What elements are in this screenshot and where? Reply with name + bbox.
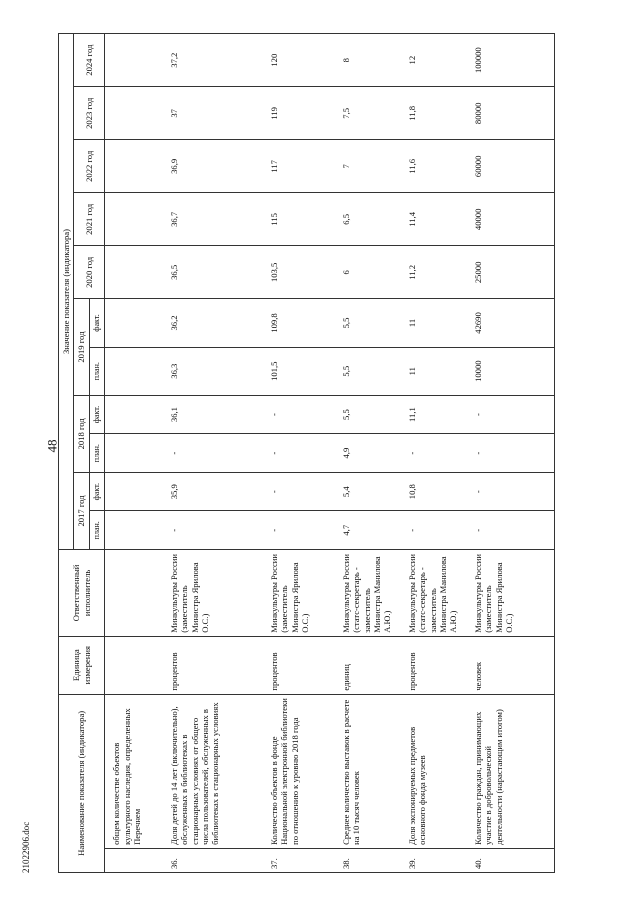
value-2024: 12 [401,34,467,87]
header-fact-2017: факт. [89,472,104,511]
header-name: Наименование показателя (индикатора) [59,694,105,872]
row-number: 40. [467,848,555,872]
row-number: 37. [263,848,335,872]
value-2017-fact: 10,8 [401,472,467,511]
value-2023: 11,8 [401,87,467,140]
header-fact-2018: факт. [89,395,104,434]
value-2018-plan: - [467,434,555,473]
header-plan-2017: план. [89,511,104,550]
value-2017-plan: - [401,511,467,550]
value-2020: 103,5 [263,246,335,299]
value-2018-fact: 11,1 [401,395,467,434]
responsible-cell: Минкультуры России (заместитель Министра Ярилова О.С.) [263,550,335,637]
value-2019-fact: 5,5 [335,299,401,347]
value-2019-plan: 101,5 [263,347,335,395]
value-2017-fact: - [263,472,335,511]
value-2017-plan: - [467,511,555,550]
value-2019-fact: 109,8 [263,299,335,347]
value-2019-fact: 36,2 [163,299,263,347]
header-year-2023: 2023 год [74,87,105,140]
value-2021: 6,5 [335,193,401,246]
value-2023: 7,5 [335,87,401,140]
unit-cell: процентов [163,636,263,694]
value-2019-plan: 5,5 [335,347,401,395]
value-2020: 25000 [467,246,555,299]
value-2024: 100000 [467,34,555,87]
value-2017-fact: 35,9 [163,472,263,511]
value-2018-fact: 5,5 [335,395,401,434]
header-year-2021: 2021 год [74,193,105,246]
header-values-group: Значение показателя (индикатора) [59,34,74,550]
row-number: 36. [163,848,263,872]
header-unit: Единица измерения [59,636,105,694]
value-2024: 120 [263,34,335,87]
value-2019-plan: 36,3 [163,347,263,395]
header-year-2022: 2022 год [74,140,105,193]
responsible-cell: Минкультуры России (статс-секретарь - заместитель Министра Манилова А.Ю.) [335,550,401,637]
value-2019-plan: 11 [401,347,467,395]
value-2022: 60000 [467,140,555,193]
indicator-name: Количество граждан, принимающих участие в добровольческой деятельности (нарастающим итогом) [467,694,555,848]
value-2019-fact: 11 [401,299,467,347]
value-2022: 7 [335,140,401,193]
value-2017-fact: - [467,472,555,511]
value-2018-fact: - [467,395,555,434]
responsible-cell [105,550,163,637]
responsible-cell: Минкультуры России (заместитель Министра Ярилова О.С.) [163,550,263,637]
header-plan-2019: план. [89,347,104,395]
unit-cell: процентов [263,636,335,694]
document-footer: 21022906.doc [21,821,31,873]
value-2023: 80000 [467,87,555,140]
responsible-cell: Минкультуры России (заместитель Министра Ярилова О.С.) [467,550,555,637]
value-2022: 117 [263,140,335,193]
table-row [401,34,467,873]
value-2019-plan: 10000 [467,347,555,395]
value-2018-fact: - [263,395,335,434]
table-row [335,34,401,873]
value-2020: 11,2 [401,246,467,299]
header-year-2024: 2024 год [74,34,105,87]
rotated-table-container [58,33,608,873]
value-2018-fact: 36,1 [163,395,263,434]
responsible-cell: Минкультуры России (статс-секретарь - заместитель Министра Манилова А.Ю.) [401,550,467,637]
indicator-name: Доля экспонируемых предметов основного фонда музеев [401,694,467,848]
table-row [467,34,555,873]
value-2021: 11,4 [401,193,467,246]
row-number: 39. [401,848,467,872]
value-2021: 36,7 [163,193,263,246]
value-2021: 40000 [467,193,555,246]
value-2023: 37 [163,87,263,140]
table-row [263,34,335,873]
header-year-2018: 2018 год [74,395,89,472]
value-2017-fact: 5,4 [335,472,401,511]
value-2017-plan: 4,7 [335,511,401,550]
unit-cell: процентов [401,636,467,694]
table-row [163,34,263,873]
value-2017-plan: - [163,511,263,550]
value-2021: 115 [263,193,335,246]
value-2018-plan: - [401,434,467,473]
row-number [105,848,163,872]
header-fact-2019: факт. [89,299,104,347]
row-number: 38. [335,848,401,872]
indicator-name: Среднее количество выставок в расчете на 10 тысяч человек [335,694,401,848]
header-year-2019: 2019 год [74,299,89,395]
value-2019-fact: 42690 [467,299,555,347]
value-2023: 119 [263,87,335,140]
header-year-2017: 2017 год [74,472,89,549]
table-body [105,34,555,873]
value-2018-plan: - [263,434,335,473]
value-2020: 36,5 [163,246,263,299]
header-plan-2018: план. [89,434,104,473]
unit-cell: единиц [335,636,401,694]
header-year-2020: 2020 год [74,246,105,299]
value-2022: 11,6 [401,140,467,193]
indicator-name: Количество объектов в фонде Национальной электронной библиотеки по отношению к уровню 2018 года [263,694,335,848]
header-responsible: Ответственный исполнитель [59,550,105,637]
value-2022: 36,9 [163,140,263,193]
table-header [59,34,105,873]
value-2017-plan: - [263,511,335,550]
page-number: 48 [44,439,60,453]
value-2018-plan: - [163,434,263,473]
indicator-name: общем количестве объектов культурного наследия, определенных Перечнем [105,694,163,848]
table-row [105,34,163,873]
value-2024: 8 [335,34,401,87]
unit-cell: человек [467,636,555,694]
indicators-table [58,33,555,873]
value-2020: 6 [335,246,401,299]
indicator-name: Доля детей до 14 лет (включительно), обслуженных в библиотеках в стационарных условиях от общего числа пользователей, обслуженных в библиотеках в стационарных условиях [163,694,263,848]
value-2018-plan: 4,9 [335,434,401,473]
unit-cell [105,636,163,694]
value-2024: 37,2 [163,34,263,87]
